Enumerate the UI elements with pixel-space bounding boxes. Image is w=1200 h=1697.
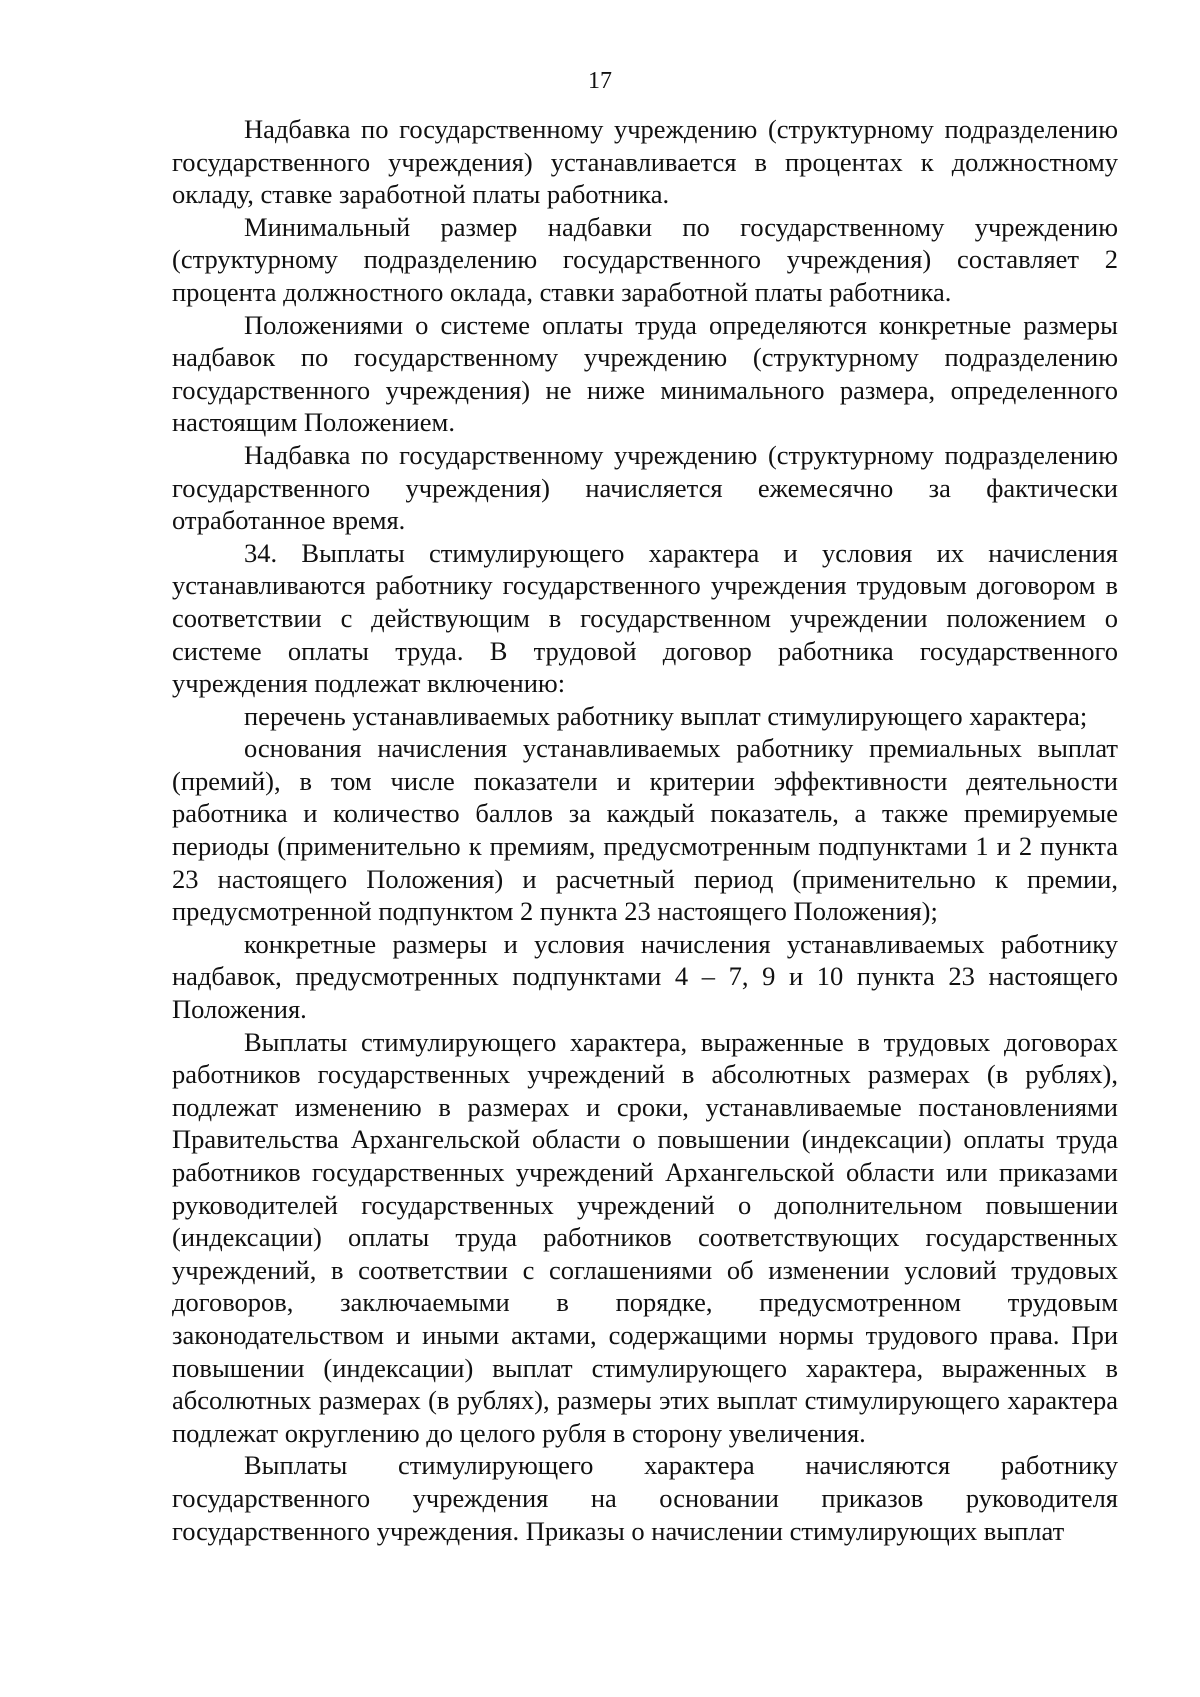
paragraph: Выплаты стимулирующего характера начисляются работнику государственного учреждения на основании приказов руководителя государственного учреждения. Приказы о начислении стимулирующих выплат — [172, 1450, 1118, 1546]
document-body — [172, 113, 1118, 1547]
paragraph: Надбавка по государственному учреждению (структурному подразделению государственного учреждения) начисляется ежемесячно за фактически отработанное время. — [172, 439, 1118, 536]
paragraph: Надбавка по государственному учреждению (структурному подразделению государственного учреждения) устанавливается в процентах к должностному окладу, ставке заработной платы работника. — [172, 114, 1118, 210]
paragraph: Минимальный размер надбавки по государственному учреждению (структурному подразделению государственного учреждения) составляет 2 процента должностного оклада, ставки заработной платы работника. — [172, 211, 1118, 307]
list-item: конкретные размеры и условия начисления устанавливаемых работнику надбавок, предусмотренных подпунктами 4 – 7, 9 и 10 пункта 23 настоящего Положения. — [172, 928, 1118, 1025]
list-item: перечень устанавливаемых работнику выплат стимулирующего характера; — [244, 700, 1088, 731]
paragraph: 34. Выплаты стимулирующего характера и условия их начисления устанавливаются работнику государственного учреждения трудовым договором в соответствии с действующим в государственном учреждении положением о системе оплаты труда. В трудовой договор работника государственного учреждения подлежат включению: — [172, 537, 1118, 699]
paragraph: Положениями о системе оплаты труда определяются конкретные размеры надбавок по государственному учреждению (структурному подразделению государственного учреждения) не ниже минимального размера, определенного настоящим Положением. — [172, 309, 1118, 438]
page-number: 17 — [588, 68, 612, 94]
list-item: основания начисления устанавливаемых работнику премиальных выплат (премий), в том числе показатели и критерии эффективности деятельности работника и количество баллов за каждый показатель, а также премируемые периоды (применительно к премиям, предусмотренным подпунктами 1 и 2 пункта 23 настоящего Положения) и расчетный период (применительно к премии, предусмотренной подпунктом 2 пункта 23 настоящего Положения); — [172, 733, 1118, 927]
paragraph: Выплаты стимулирующего характера, выраженные в трудовых договорах работников государственных учреждений в абсолютных размерах (в рублях), подлежат изменению в размерах и сроки, устанавливаемые постановлениями Правительства Архангельской области о повышении (индексации) оплаты труда работников государственных учреждений Архангельской области или приказами руководителей государственных учреждений о дополнительном повышении (индексации) оплаты труда работников соответствующих государственных учреждений, в соответствии с соглашениями об изменении условий трудовых договоров, заключаемыми в порядке, предусмотренном трудовым законодательством и иными актами, содержащими нормы трудового права. При повышении (индексации) выплат стимулирующего характера, выраженных в абсолютных размерах (в рублях), размеры этих выплат стимулирующего характера подлежат округлению до целого рубля в сторону увеличения. — [172, 1026, 1118, 1448]
